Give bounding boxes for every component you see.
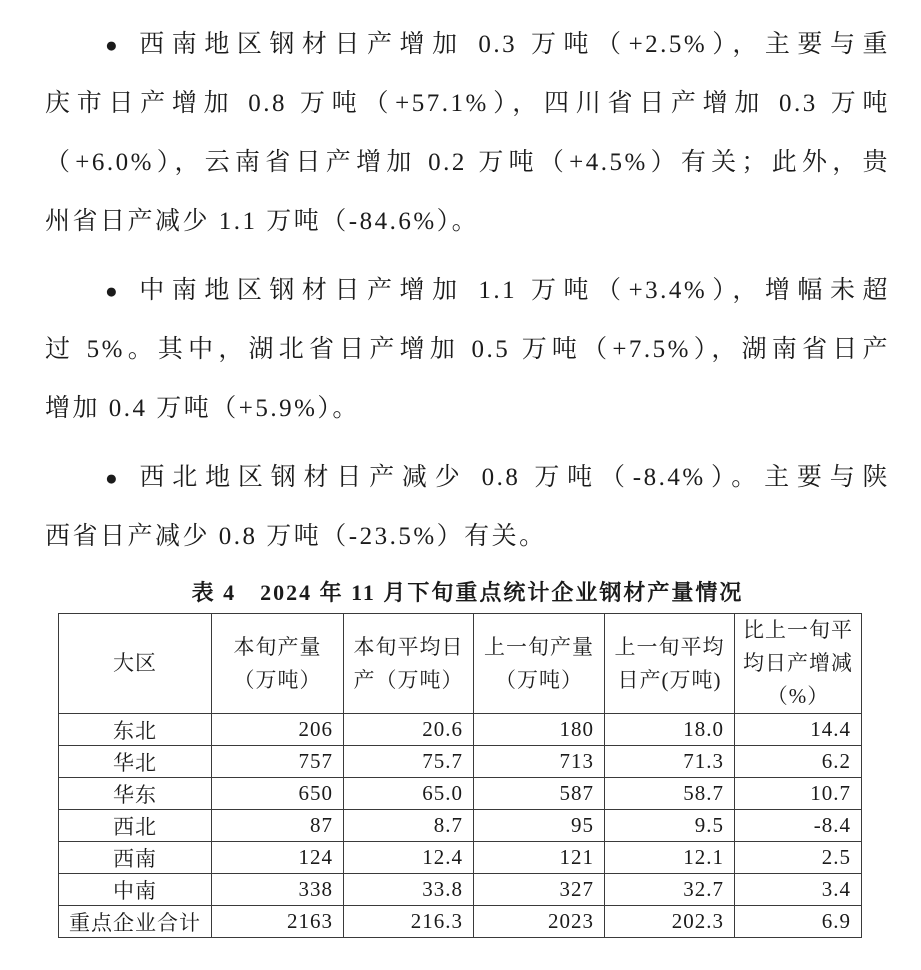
text-line xyxy=(45,261,890,320)
table-cell: 65.0 xyxy=(344,778,474,810)
table-cell: 14.4 xyxy=(735,714,862,746)
table-cell: 2023 xyxy=(474,906,605,938)
table-cell: 202.3 xyxy=(605,906,735,938)
table-cell: 2.5 xyxy=(735,842,862,874)
table-cell: 华东 xyxy=(59,778,212,810)
table-title: 表 4 2024 年 11 月下旬重点统计企业钢材产量情况 xyxy=(191,580,744,605)
table-body xyxy=(59,714,862,938)
column-header: 本旬产量（万吨） xyxy=(212,614,344,714)
table-row xyxy=(59,778,862,810)
table-cell: 9.5 xyxy=(605,810,735,842)
table-cell: 216.3 xyxy=(344,906,474,938)
table-cell: 757 xyxy=(212,746,344,778)
text-line xyxy=(45,379,890,438)
table-cell: -8.4 xyxy=(735,810,862,842)
column-header: 比上一旬平均日产增减（%） xyxy=(735,614,862,714)
text-line xyxy=(45,507,890,566)
table-cell: 71.3 xyxy=(605,746,735,778)
paragraph xyxy=(45,448,890,566)
table-cell: 58.7 xyxy=(605,778,735,810)
text-line xyxy=(45,133,890,192)
line-text: 西省日产减少 0.8 万吨（-23.5%）有关。 xyxy=(45,523,547,550)
text-line xyxy=(45,448,890,507)
table-cell: 重点企业合计 xyxy=(59,906,212,938)
table-cell: 6.9 xyxy=(735,906,862,938)
table-row xyxy=(59,874,862,906)
table-cell: 75.7 xyxy=(344,746,474,778)
column-header: 大区 xyxy=(59,614,212,714)
line-text: 中南地区钢材日产增加 1.1 万吨（+3.4%），增幅未超 xyxy=(139,277,890,304)
table-row xyxy=(59,842,862,874)
table-cell: 3.4 xyxy=(735,874,862,906)
bullet-icon: ● xyxy=(105,466,126,490)
table-cell: 8.7 xyxy=(344,810,474,842)
table-cell: 33.8 xyxy=(344,874,474,906)
steel-production-table xyxy=(58,613,862,938)
table-cell: 西南 xyxy=(59,842,212,874)
table-cell: 东北 xyxy=(59,714,212,746)
table-cell: 中南 xyxy=(59,874,212,906)
table-row xyxy=(59,906,862,938)
line-text: 庆市日产增加 0.8 万吨（+57.1%），四川省日产增加 0.3 万吨 xyxy=(45,90,890,117)
line-text: 过 5%。其中，湖北省日产增加 0.5 万吨（+7.5%），湖南省日产 xyxy=(45,336,890,363)
column-header: 上一旬平均日产(万吨) xyxy=(605,614,735,714)
table-cell: 180 xyxy=(474,714,605,746)
table-row xyxy=(59,810,862,842)
line-text: 增加 0.4 万吨（+5.9%）。 xyxy=(45,395,360,422)
table-row xyxy=(59,746,862,778)
table-row xyxy=(59,714,862,746)
table-cell: 18.0 xyxy=(605,714,735,746)
table-cell: 10.7 xyxy=(735,778,862,810)
line-text: 西北地区钢材日产减少 0.8 万吨（-8.4%）。主要与陕 xyxy=(139,464,890,491)
table-cell: 121 xyxy=(474,842,605,874)
table-header-row xyxy=(59,614,862,714)
table-cell: 87 xyxy=(212,810,344,842)
column-header: 本旬平均日产（万吨） xyxy=(344,614,474,714)
text-line xyxy=(45,192,890,251)
table-cell: 650 xyxy=(212,778,344,810)
table-cell: 华北 xyxy=(59,746,212,778)
bullet-icon: ● xyxy=(105,279,126,303)
table-cell: 20.6 xyxy=(344,714,474,746)
table-cell: 587 xyxy=(474,778,605,810)
table-cell: 713 xyxy=(474,746,605,778)
paragraph xyxy=(45,261,890,438)
text-line xyxy=(45,15,890,74)
table-cell: 6.2 xyxy=(735,746,862,778)
table-cell: 2163 xyxy=(212,906,344,938)
line-text: 西南地区钢材日产增加 0.3 万吨（+2.5%），主要与重 xyxy=(139,31,890,58)
bullet-paragraphs xyxy=(45,15,890,566)
line-text: （+6.0%），云南省日产增加 0.2 万吨（+4.5%）有关；此外，贵 xyxy=(45,149,890,176)
table-cell: 12.1 xyxy=(605,842,735,874)
table-cell: 12.4 xyxy=(344,842,474,874)
table-cell: 338 xyxy=(212,874,344,906)
column-header: 上一旬产量（万吨） xyxy=(474,614,605,714)
table-cell: 327 xyxy=(474,874,605,906)
paragraph xyxy=(45,15,890,251)
text-line xyxy=(45,74,890,133)
text-line xyxy=(45,320,890,379)
line-text: 州省日产减少 1.1 万吨（-84.6%）。 xyxy=(45,208,480,235)
table-cell: 32.7 xyxy=(605,874,735,906)
table-cell: 124 xyxy=(212,842,344,874)
table-cell: 95 xyxy=(474,810,605,842)
table-header xyxy=(59,614,862,714)
table-cell: 206 xyxy=(212,714,344,746)
table-cell: 西北 xyxy=(59,810,212,842)
bullet-icon: ● xyxy=(105,33,126,57)
